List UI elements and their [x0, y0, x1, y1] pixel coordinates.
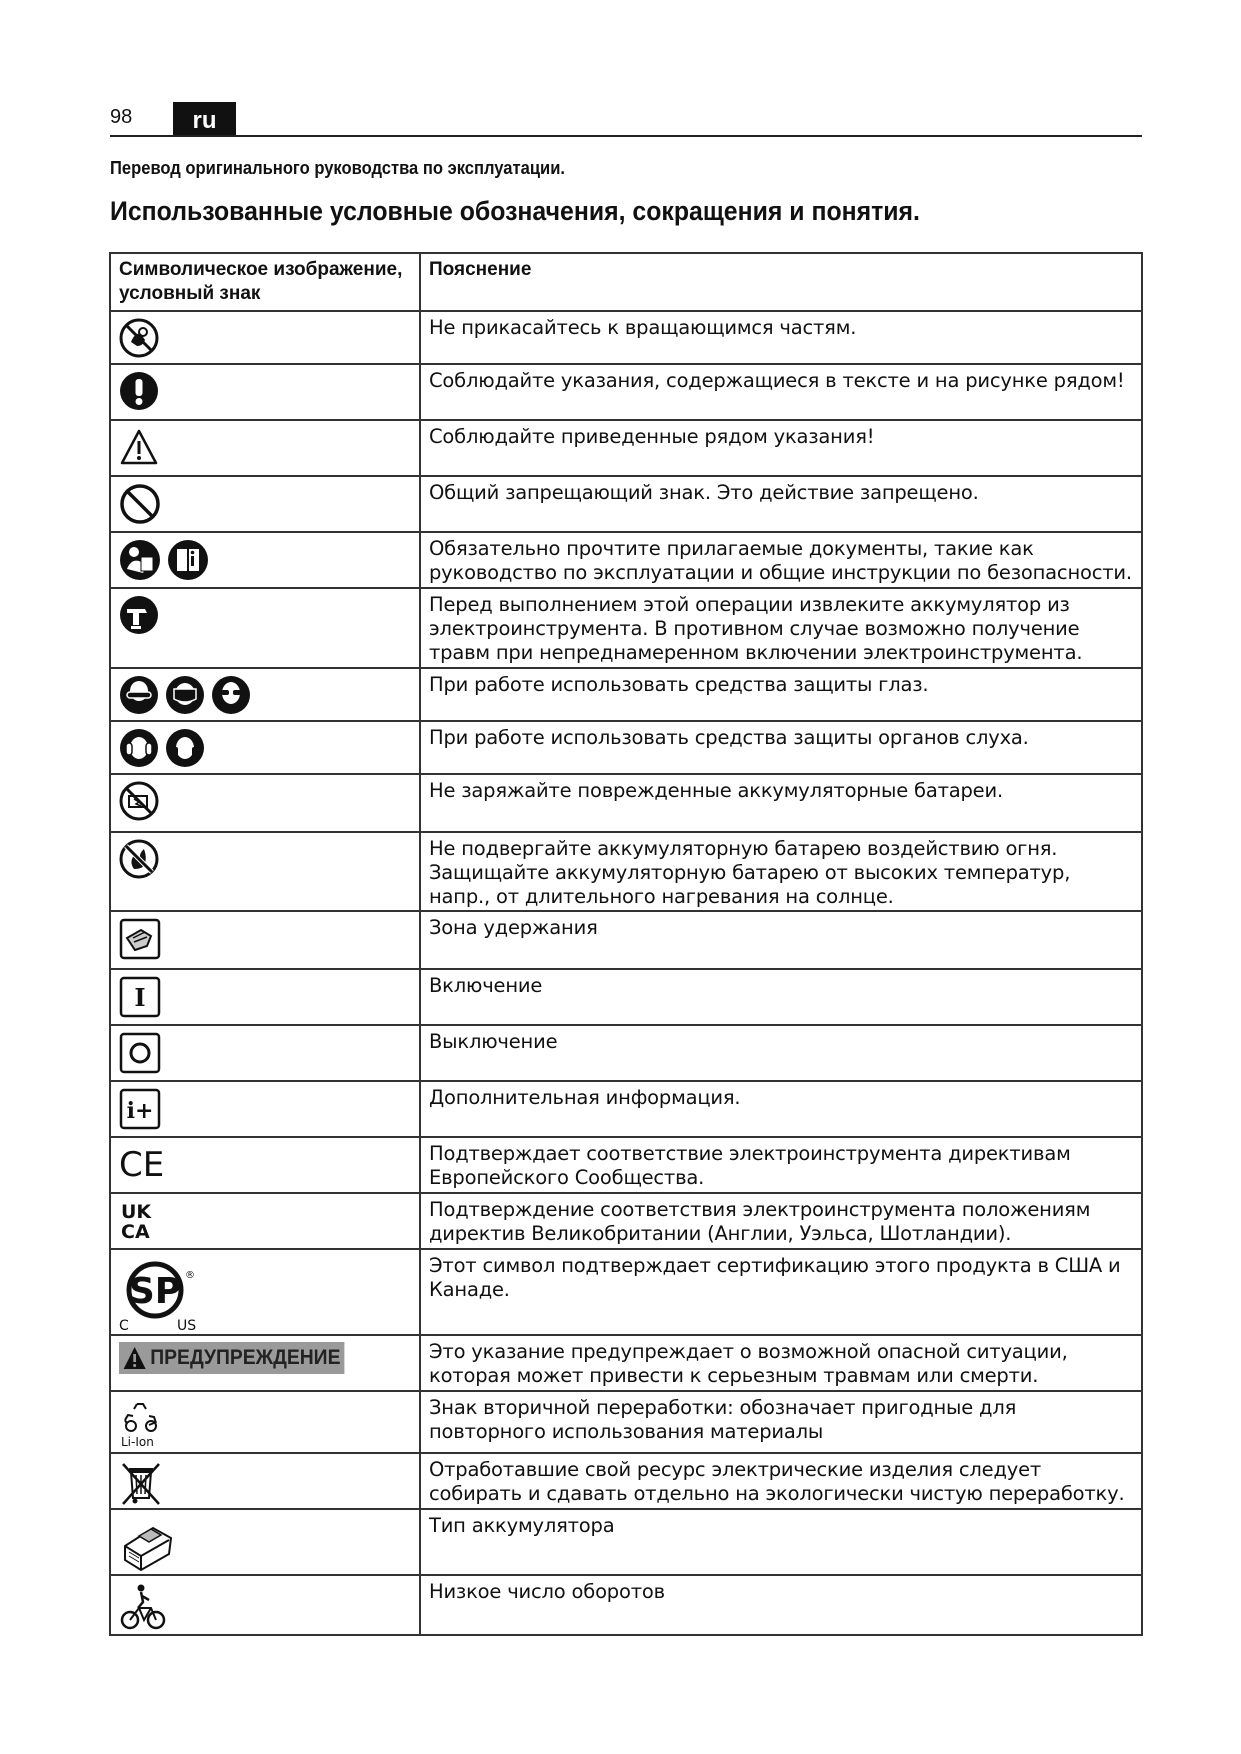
read-manual-icon: [119, 539, 161, 581]
table-row: [110, 311, 1142, 364]
row-text: Этот символ подтверждает сертификацию этого продукта в США и Канаде.: [429, 1254, 1121, 1301]
li-ion-label: Li-Ion: [121, 1435, 154, 1449]
table-row: [110, 1249, 1142, 1335]
table-row: [110, 1509, 1142, 1575]
power-off-icon: [119, 1032, 161, 1074]
bicycle-low-speed-icon: [119, 1582, 167, 1632]
row-text: Соблюдайте приведенные рядом указания!: [429, 425, 875, 448]
language-tab: ru: [173, 102, 236, 136]
warning-badge-label: ПРЕДУПРЕЖДЕНИЕ: [150, 1346, 341, 1369]
row-text: Тип аккумулятора: [429, 1514, 615, 1537]
power-on-symbol: I: [134, 983, 146, 1012]
col-header-symbol: Символическое изображение, условный знак: [110, 253, 420, 311]
table-row: [110, 832, 1142, 911]
prohibition-icon: [119, 483, 161, 525]
ukca-top-text: UK: [121, 1201, 152, 1223]
table-row: [110, 420, 1142, 476]
table-row: [110, 721, 1142, 774]
battery-pack-icon: [119, 1516, 177, 1574]
power-on-icon: [119, 976, 161, 1018]
table-row: [110, 1193, 1142, 1249]
row-text: Не заряжайте поврежденные аккумуляторные батареи.: [429, 779, 1003, 802]
table-header-row: [110, 253, 1142, 311]
csa-us-label: US: [177, 1318, 197, 1332]
table-row: [110, 532, 1142, 588]
header-rule: [110, 135, 1142, 137]
row-text: Отработавшие свой ресурс электрические изделия следует собирать и сдавать отдельно на экологически чистую переработку.: [429, 1458, 1125, 1505]
row-text: Не подвергайте аккумуляторную батарею воздействию огня. Защищайте аккумуляторную батарею от высоких температур, напр., от длительного нагревания на солнце.: [429, 837, 1071, 908]
csa-logo-text: SP: [128, 1271, 182, 1312]
table-row: [110, 774, 1142, 832]
additional-info-icon: [119, 1088, 161, 1130]
grip-zone-icon: [119, 918, 161, 960]
additional-info-symbol: i+: [126, 1098, 154, 1124]
table-row: [110, 1391, 1142, 1453]
safety-glasses-icon: [211, 675, 251, 715]
table-row: [110, 1081, 1142, 1137]
document-subtitle: Перевод оригинального руководства по эксплуатации.: [110, 158, 565, 178]
no-touch-rotating-icon: [119, 318, 159, 358]
ukca-mark-icon: [119, 1200, 161, 1242]
table-row: [110, 969, 1142, 1025]
table-row: [110, 1137, 1142, 1193]
table-row: [110, 1575, 1142, 1635]
table-row: [110, 588, 1142, 668]
page-title: Использованные условные обозначения, сокращения и понятия.: [110, 196, 920, 226]
no-charge-damaged-battery-icon: [119, 781, 159, 821]
no-fire-battery-icon: [119, 839, 159, 879]
weee-bin-icon: [119, 1460, 163, 1508]
csa-registered: ®: [185, 1270, 195, 1281]
row-text: Включение: [429, 974, 543, 997]
row-text: Обязательно прочтите прилагаемые документы, такие как руководство по эксплуатации и общие инструкции по безопасности.: [429, 537, 1132, 584]
row-text: При работе использовать средства защиты органов слуха.: [429, 726, 1029, 749]
row-text: При работе использовать средства защиты глаз.: [429, 673, 929, 696]
row-text: Подтверждение соответствия электроинструмента положениям директив Великобритании (Англии, Уэльса, Шотландии).: [429, 1198, 1091, 1245]
table-row: [110, 476, 1142, 532]
csa-mark-icon: [119, 1256, 209, 1332]
table-row: [110, 1025, 1142, 1081]
ce-mark-text: CE: [119, 1145, 165, 1184]
row-text: Подтверждает соответствие электроинструмента директивам Европейского Сообщества.: [429, 1142, 1071, 1189]
row-text: Выключение: [429, 1030, 558, 1053]
symbols-table: [109, 252, 1143, 1636]
table-row: [110, 668, 1142, 721]
warning-badge: [119, 1342, 344, 1374]
row-text: Перед выполнением этой операции извлеките аккумулятор из электроинструмента. В противном случае возможно получение травм при непреднамеренном включении электроинструмента.: [429, 593, 1083, 664]
row-text: Зона удержания: [429, 916, 598, 939]
warning-triangle-icon: [119, 427, 159, 467]
table-row: [110, 1453, 1142, 1509]
row-text: Дополнительная информация.: [429, 1086, 741, 1109]
table-row: [110, 364, 1142, 420]
mandatory-exclamation-icon: [119, 371, 159, 411]
ce-mark-icon: [119, 1144, 169, 1184]
row-text: Это указание предупреждает о возможной опасной ситуации, которая может привести к серьезным травмам или смерти.: [429, 1340, 1068, 1387]
csa-c-label: C: [119, 1318, 129, 1332]
goggles-icon: [119, 675, 159, 715]
ear-protection-icon: [165, 728, 205, 768]
remove-battery-icon: [119, 595, 159, 635]
row-text: Общий запрещающий знак. Это действие запрещено.: [429, 481, 979, 504]
ear-muffs-icon: [119, 728, 159, 768]
row-text: Соблюдайте указания, содержащиеся в тексте и на рисунке рядом!: [429, 369, 1125, 392]
table-row: [110, 911, 1142, 969]
row-text: Знак вторичной переработки: обозначает пригодные для повторного использования материалы: [429, 1396, 1017, 1443]
row-text: Не прикасайтесь к вращающимся частям.: [429, 316, 857, 339]
ukca-bottom-text: CA: [121, 1221, 150, 1242]
row-text: Низкое число оборотов: [429, 1580, 665, 1603]
col-header-explanation: Пояснение: [420, 253, 1142, 311]
page-number: 98: [110, 106, 133, 128]
recycling-li-ion-icon: [119, 1398, 165, 1450]
warning-triangle-small-icon: [123, 1346, 147, 1370]
info-book-icon: [167, 539, 209, 581]
table-row: [110, 1335, 1142, 1391]
face-shield-icon: [165, 675, 205, 715]
